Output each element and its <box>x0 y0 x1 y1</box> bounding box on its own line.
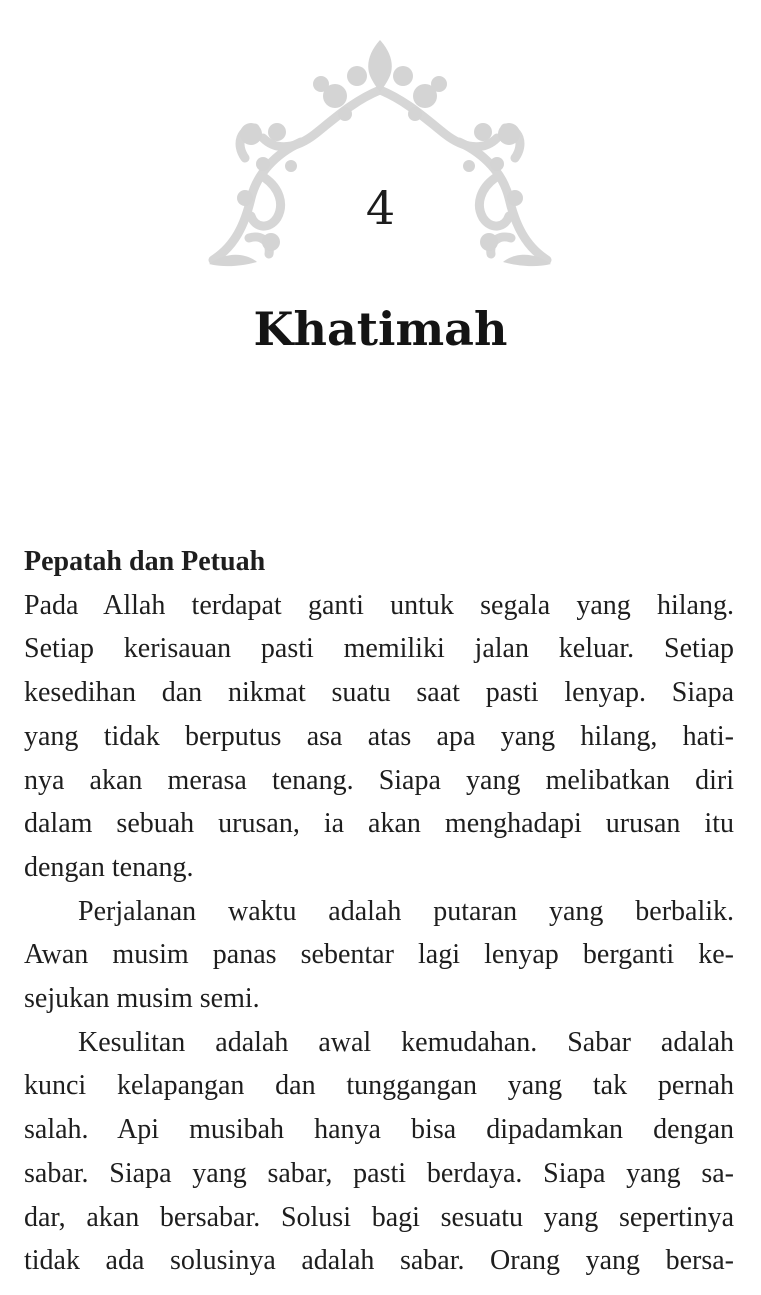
paragraph <box>24 1021 734 1283</box>
text-line: dengan tenang. <box>24 851 194 883</box>
chapter-body <box>24 540 734 1283</box>
text-line: kunci kelapangan dan tunggangan yang tak pernah <box>24 1070 734 1102</box>
chapter-title: Khatimah <box>253 302 508 356</box>
text-line: sejukan musim semi. <box>24 983 260 1015</box>
text-line: Pada Allah terdapat ganti untuk segala yang hilang. <box>24 589 734 621</box>
paragraph <box>24 584 734 890</box>
text-line: yang tidak berputus asa atas apa yang hilang, hati- <box>24 720 734 752</box>
text-line: tidak ada solusinya adalah sabar. Orang yang bersa- <box>24 1245 734 1277</box>
paragraph <box>24 890 734 1021</box>
text-line: Awan musim panas sebentar lagi lenyap berganti ke- <box>24 939 734 971</box>
text-line: kesedihan dan nikmat suatu saat pasti lenyap. Siapa <box>24 677 734 709</box>
text-line: Kesulitan adalah awal kemudahan. Sabar adalah <box>78 1026 734 1058</box>
text-line: Setiap kerisauan pasti memiliki jalan keluar. Setiap <box>24 633 734 665</box>
section-heading: Pepatah dan Petuah <box>24 546 266 577</box>
chapter-number: 4 <box>365 181 396 235</box>
text-line: Perjalanan waktu adalah putaran yang berbalik. <box>78 895 734 927</box>
text-line: sabar. Siapa yang sabar, pasti berdaya. Siapa yang sa- <box>24 1157 734 1189</box>
text-line: nya akan merasa tenang. Siapa yang melibatkan diri <box>24 764 734 796</box>
text-line: dalam sebuah urusan, ia akan menghadapi urusan itu <box>24 808 734 840</box>
text-line: salah. Api musibah hanya bisa dipadamkan dengan <box>24 1114 734 1146</box>
text-line: dar, akan bersabar. Solusi bagi sesuatu yang sepertinya <box>24 1201 734 1233</box>
